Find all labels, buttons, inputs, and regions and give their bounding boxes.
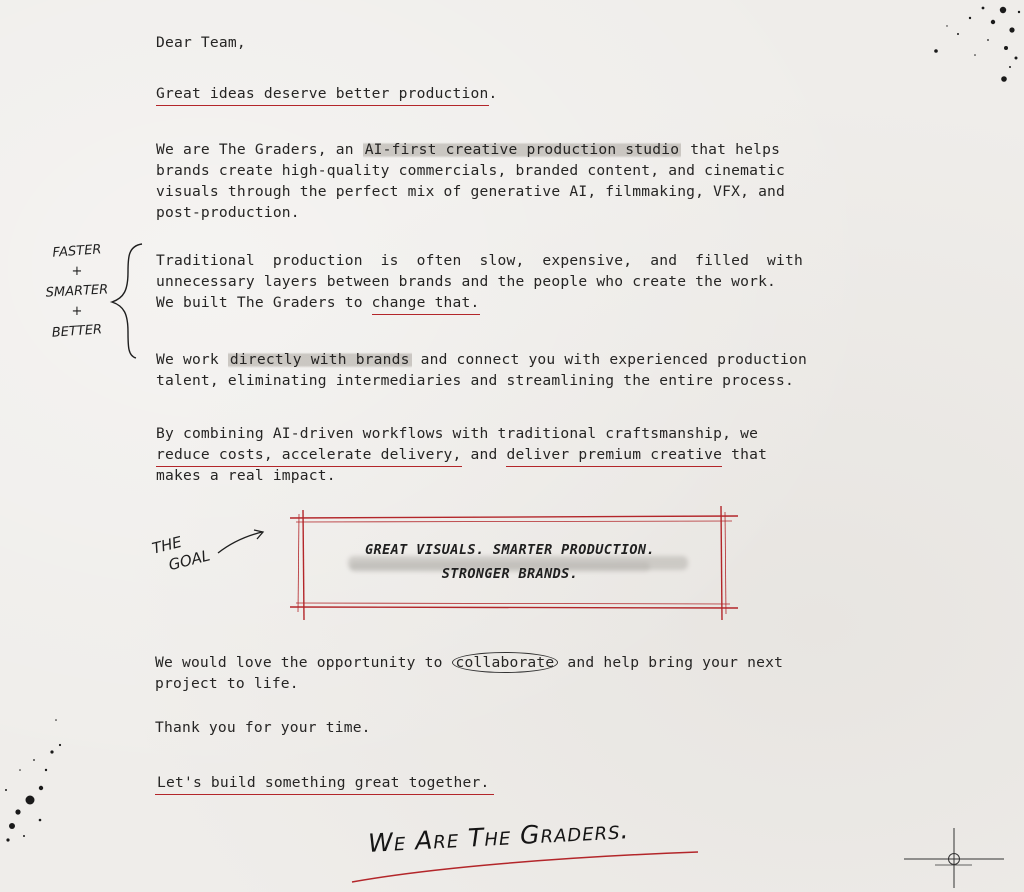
underlined-phrase: reduce costs, accelerate delivery, [156, 446, 462, 467]
text-span: that helps [681, 141, 781, 158]
paragraph-4-line-3: makes a real impact. [156, 467, 336, 484]
text-span: and help bring your next [558, 654, 784, 671]
note-smarter: SMARTER [45, 282, 109, 301]
paragraph-5-line-1 [155, 656, 783, 671]
note-plus: + [71, 304, 83, 319]
note-the: THE [150, 532, 184, 558]
text-span: that [722, 446, 768, 463]
arrow-icon [218, 530, 263, 553]
paragraph-1-line-1 [156, 143, 780, 158]
paragraph-4-line-1: By combining AI-driven workflows with traditional craftsmanship, we [156, 425, 759, 442]
goal-line-1: GREAT VISUALS. SMARTER PRODUCTION. [365, 542, 655, 558]
underlined-phrase: deliver premium creative [506, 446, 722, 467]
paragraph-3-line-2: talent, eliminating intermediaries and streamlining the entire process. [156, 372, 795, 389]
paragraph-5-line-2: project to life. [155, 675, 299, 692]
thanks-line: Thank you for your time. [155, 719, 371, 736]
paragraph-1-line-3: visuals through the perfect mix of generative AI, filmmaking, VFX, and [156, 183, 786, 200]
paragraph-4-line-2 [156, 448, 767, 463]
goal-line-2: STRONGER BRANDS. [441, 566, 579, 582]
headline [156, 87, 498, 102]
underlined-phrase: Let's build something great together. [155, 774, 494, 795]
closing-line [155, 776, 494, 791]
ink-splatter-icon [934, 7, 1020, 82]
text-span: We work [156, 351, 228, 368]
note-plus: + [71, 264, 83, 279]
greeting: Dear Team, [156, 34, 246, 51]
ink-splatter-icon [5, 719, 61, 841]
paragraph-1-line-2: brands create high-quality commercials, branded content, and cinematic [156, 162, 786, 179]
paragraph-2-line-1: Traditional production is often slow, expensive, and filled with [156, 252, 804, 269]
paragraph-1-line-4: post-production. [156, 204, 300, 221]
note-better: BETTER [51, 322, 103, 341]
signature: We Are The Graders. [367, 815, 630, 858]
note-faster: FASTER [51, 242, 102, 261]
headline-underlined: Great ideas deserve better production [156, 85, 489, 106]
curly-brace-icon [112, 244, 142, 358]
underlined-phrase: change that. [372, 294, 480, 315]
paragraph-2-line-2: unnecessary layers between brands and the people who create the work. [156, 273, 777, 290]
paragraph-3-line-1 [156, 353, 807, 368]
margin-note-qualities [44, 242, 110, 342]
circled-word: collaborate [452, 652, 559, 673]
highlighted-phrase: AI-first creative production studio [364, 141, 680, 158]
crosshair-mark-icon [904, 828, 1004, 888]
headline-period: . [488, 85, 498, 102]
text-span: We are The Graders, an [156, 141, 363, 158]
note-goal: GOAL [166, 546, 212, 575]
signature-underline [352, 852, 698, 882]
paragraph-2-line-3 [156, 296, 480, 311]
text-span: We would love the opportunity to [155, 654, 452, 671]
text-span: and connect you with experienced production [411, 351, 808, 368]
text-span: We built The Graders to [156, 294, 372, 311]
text-span: and [461, 446, 507, 463]
highlighted-phrase: directly with brands [229, 351, 410, 368]
